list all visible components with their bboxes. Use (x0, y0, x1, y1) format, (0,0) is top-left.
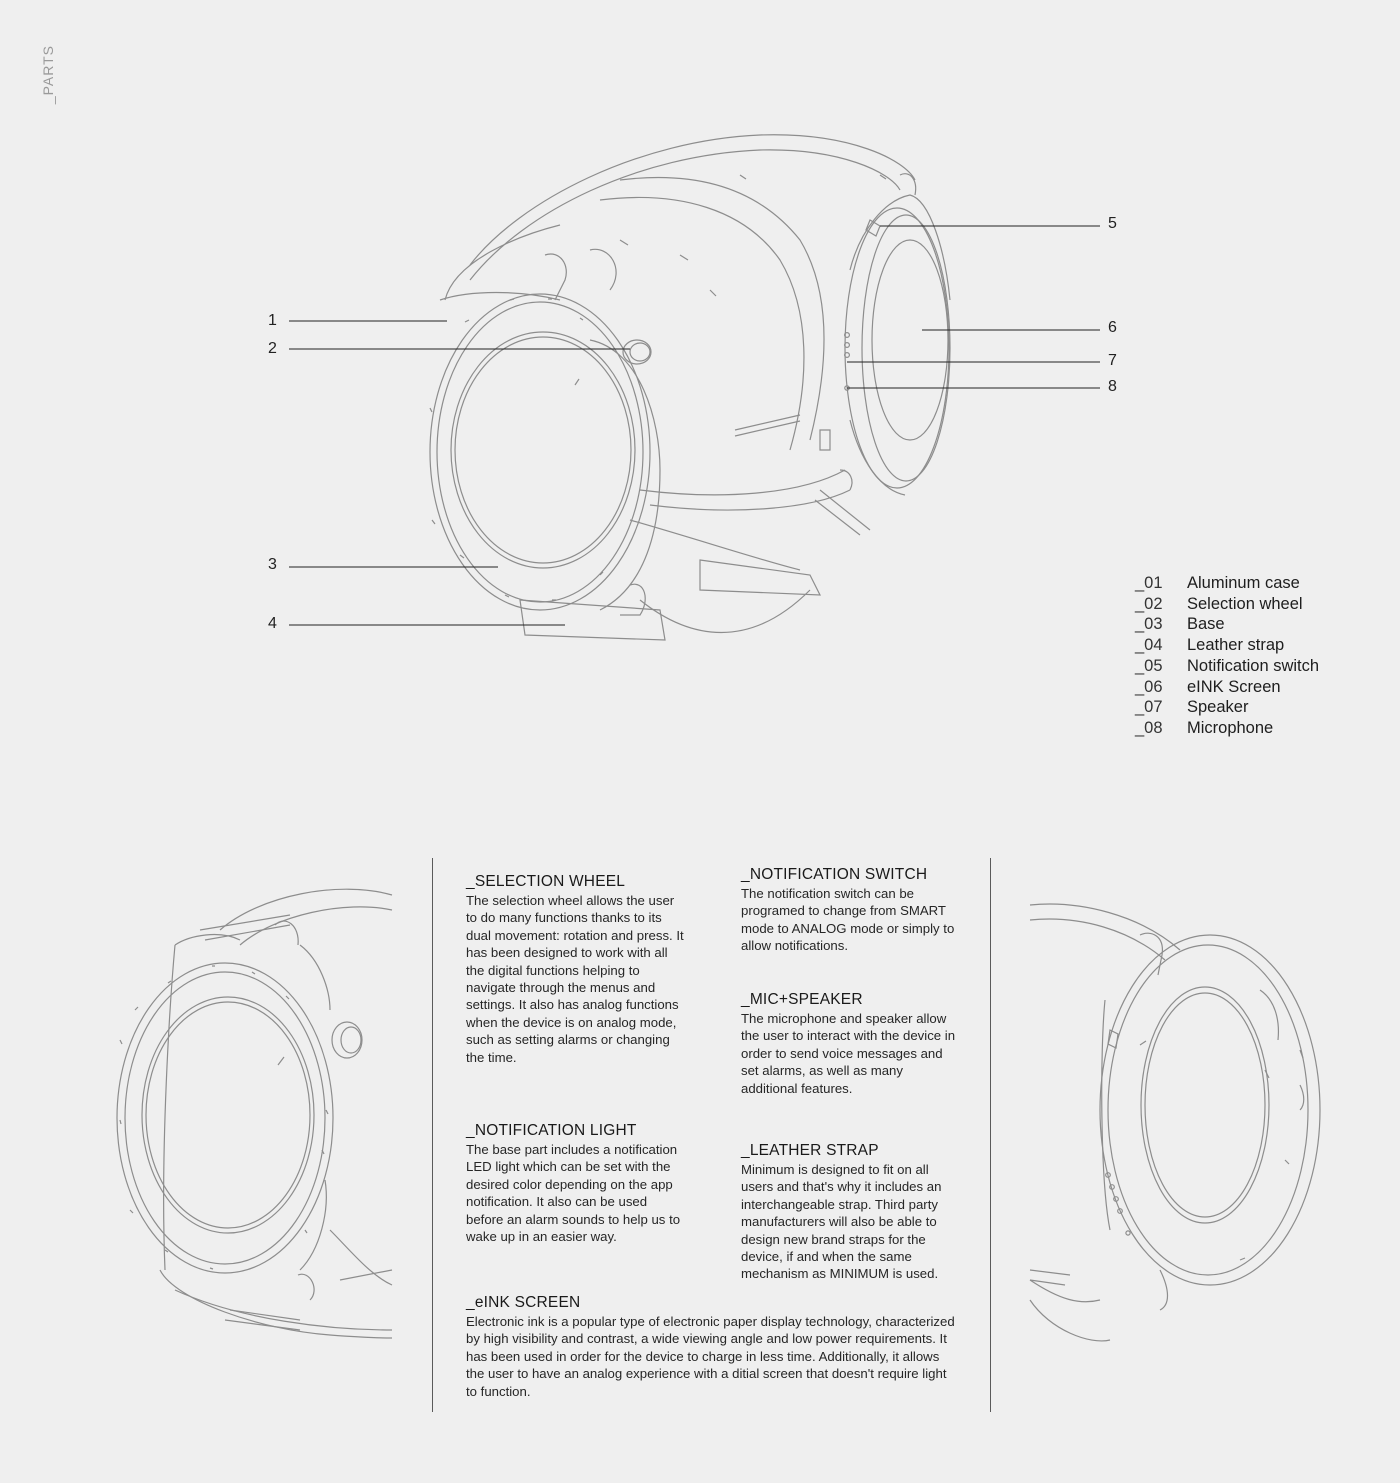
callout-number-7: 7 (1108, 352, 1117, 369)
legend-item: _02 Selection wheel (1135, 594, 1303, 613)
callout-number-2: 2 (268, 340, 277, 357)
mic-speaker-section (741, 991, 963, 1097)
section-body: The microphone and speaker allow the user to interact with the device in order to send voice messages and set alarms, as well as many additional features. (741, 1011, 956, 1096)
section-body: Electronic ink is a popular type of electronic paper display technology, characterized by high visibility and contrast, a wide viewing angle and low power requirements. It has been used in order for the device to charge in less time. Additionally, it allows the user to have an analog experience with a ditial screen that doesn't require light to function. (466, 1314, 955, 1399)
section-title: _NOTIFICATION LIGHT (466, 1122, 637, 1139)
callout-number-1: 1 (268, 312, 277, 329)
eink-screen-section (466, 1294, 956, 1400)
right-divider (990, 858, 991, 1412)
notification-switch-section (741, 866, 963, 955)
leather-strap-section (741, 1142, 963, 1283)
callout-number-3: 3 (268, 556, 277, 573)
legend-item: _03 Base (1135, 615, 1225, 634)
notification-light-section (466, 1122, 688, 1245)
section-title: _SELECTION WHEEL (466, 873, 626, 890)
section-body: The notification switch can be programed to change from SMART mode to ANALOG mode or simply to allow notifications. (741, 886, 955, 954)
section-title: _eINK SCREEN (466, 1294, 581, 1311)
callout-lines (289, 226, 1100, 625)
left-divider (432, 858, 433, 1412)
section-title: _LEATHER STRAP (741, 1142, 879, 1159)
main-watch-drawing (430, 135, 950, 640)
callout-number-8: 8 (1108, 378, 1117, 395)
parts-legend (1135, 573, 1319, 739)
section-title: _NOTIFICATION SWITCH (741, 866, 928, 883)
legend-item: _07 Speaker (1135, 698, 1249, 717)
bottom-right-watch-drawing (1030, 904, 1320, 1341)
callout-number-5: 5 (1108, 215, 1117, 232)
section-body: The base part includes a notification LED light which can be set with the desired color depending on the app notification. It also can be used before an alarm sounds to help us to wake up in an easier way. (466, 1142, 681, 1245)
legend-item: _05 Notification switch (1135, 656, 1320, 675)
section-title: _MIC+SPEAKER (741, 991, 863, 1008)
legend-item: _04 Leather strap (1135, 636, 1285, 655)
legend-item: _01 Aluminum case (1135, 574, 1300, 592)
bottom-left-watch-drawing (117, 889, 392, 1338)
section-label: _PARTS (40, 45, 56, 105)
section-body: Minimum is designed to fit on all users and that's why it includes an interchangeable strap. Third party manufacturers will also be able to design new brand straps for the device, if and when the same mechanism as MINIMUM is used. (741, 1162, 942, 1282)
selection-wheel-section (466, 873, 688, 1066)
callout-number-6: 6 (1108, 319, 1117, 336)
legend-item: _06 eINK Screen (1135, 677, 1281, 696)
section-body: The selection wheel allows the user to do many functions thanks to its dual movement: rotation and press. It has been designed to work with all the digital functions helping to navigate through the menus and settings. It also has analog functions when the device is on analog mode, such as setting alarms or changing the time. (466, 893, 684, 1065)
callout-number-4: 4 (268, 615, 277, 632)
legend-item: _08 Microphone (1135, 718, 1274, 737)
